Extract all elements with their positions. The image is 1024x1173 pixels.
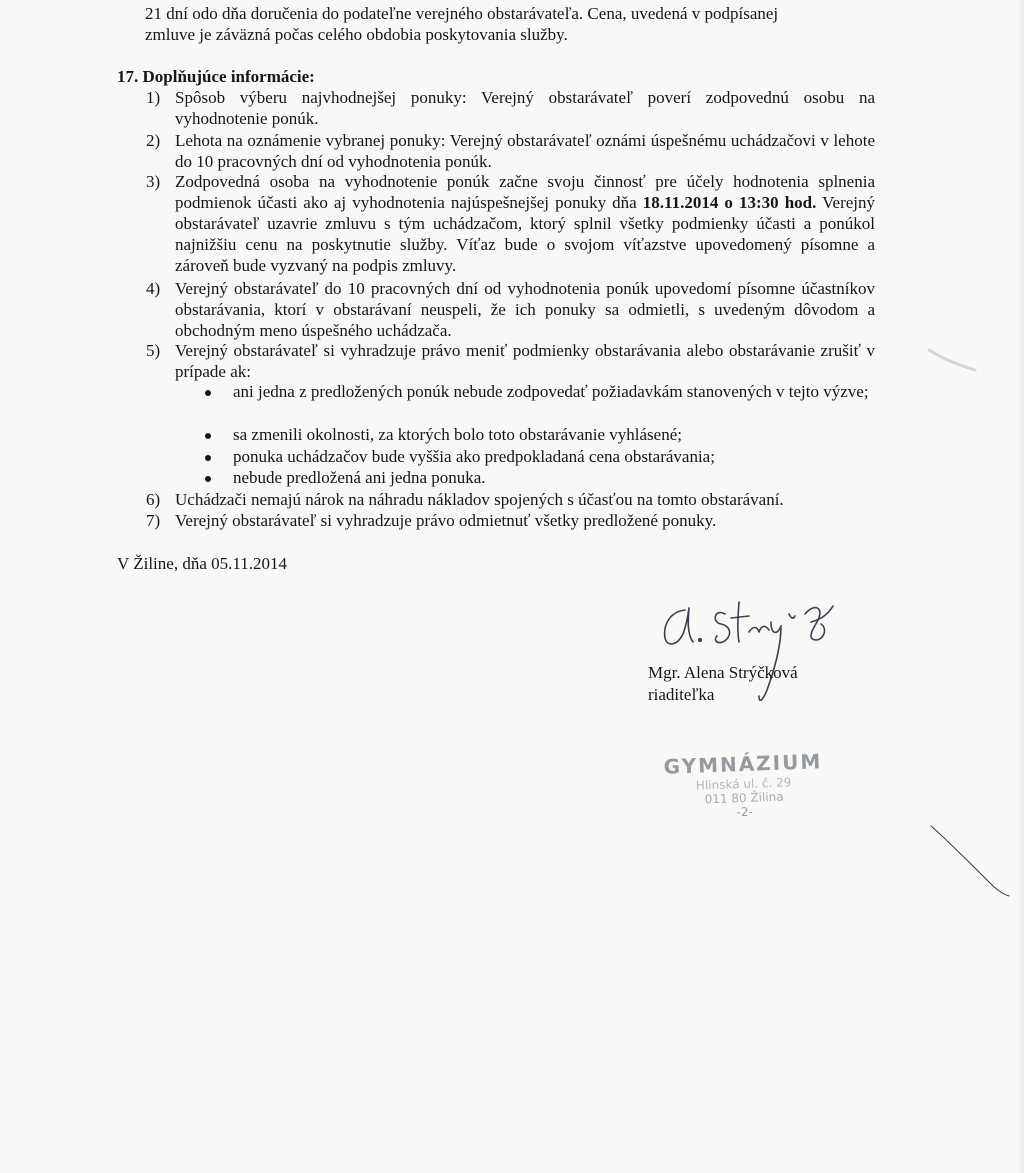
item-2-text: Lehota na oznámenie vybranej ponuky: Verejný obstarávateľ oznámi úspešnému uchádzačovi v lehote do 10 pracovných dní od vyhodnotenia ponúk. — [175, 131, 875, 171]
item-3-text-part-b: Verejný obstarávateľ uzavrie zmluvu s tým uchádzačom, ktorý splnil všetky podmienky účasti a ponúkol najnižšiu cenu na poskytnutie služby. Víťaz bude o svojom víťazstve upovedomený písomne a zároveň bude vyzvaný na podpis zmluvy. — [175, 193, 876, 275]
item-3-text — [175, 171, 875, 276]
signatory-role: riaditeľka — [648, 685, 715, 704]
item-5-bullet-4: nebude predložená ani jedna ponuka. — [233, 468, 486, 487]
item-6-number: 6) — [146, 490, 161, 509]
bullet-dot — [205, 390, 211, 396]
item-1-text: Spôsob výberu najvhodnejšej ponuky: Verejný obstarávateľ poverí zodpovednú osobu na vyhodnotenie ponúk. — [175, 88, 875, 128]
scan-artifact — [925, 820, 1015, 900]
section-heading — [117, 66, 315, 87]
intro-line-1: 21 dní odo dňa doručenia do podateľne verejného obstarávateľa. Cena, uvedená v podpísanej — [145, 4, 779, 23]
scan-artifact — [925, 340, 985, 380]
signatory-name: Mgr. Alena Strýčková — [648, 663, 798, 682]
stamp-line-3: 011 80 Žilina — [704, 789, 784, 807]
stamp-line-4: -2- — [736, 804, 754, 820]
item-4-number: 4) — [146, 279, 161, 298]
item-3-deadline: 18.11.2014 o 13:30 hod. — [642, 193, 817, 212]
item-1-number: 1) — [146, 88, 161, 107]
page-edge-right — [1016, 0, 1024, 1173]
intro-line-2: zmluve je záväzná počas celého obdobia poskytovania služby. — [145, 25, 568, 44]
item-3-number: 3) — [146, 172, 161, 191]
intro-paragraph — [145, 3, 875, 45]
bullet-dot — [205, 455, 211, 461]
item-5-text: Verejný obstarávateľ si vyhradzuje právo meniť podmienky obstarávania alebo obstarávanie zrušiť v prípade ak: — [175, 341, 875, 381]
item-7-number: 7) — [146, 511, 161, 530]
section-heading-text: 17. Doplňujúce informácie: — [117, 67, 315, 86]
bullet-dot — [205, 476, 211, 482]
item-5-bullet-2: sa zmenili okolnosti, za ktorých bolo toto obstarávanie vyhlásené; — [233, 425, 682, 444]
item-5-bullet-3: ponuka uchádzačov bude vyššia ako predpokladaná cena obstarávania; — [233, 447, 715, 466]
item-4-text: Verejný obstarávateľ do 10 pracovných dní od vyhodnotenia ponúk upovedomí písomne účastníkov obstarávania, ktorí v obstarávaní neuspeli, že ich ponuky sa odmietli, s uvedeným dôvodom a obchodným meno úspešného uchádzača. — [175, 279, 875, 340]
institution-stamp — [663, 749, 826, 839]
item-5-number: 5) — [146, 341, 161, 360]
item-3-text-part-a: Zodpovedná osoba na vyhodnotenie ponúk začne svoju činnosť pre účely hodnotenia splnenia podmienok účasti ako aj vyhodnotenia najúspešnejšej ponuky dňa — [175, 172, 875, 212]
stamp-line-1: GYMNÁZIUM — [663, 749, 823, 779]
item-7-text: Verejný obstarávateľ si vyhradzuje právo odmietnuť všetky predložené ponuky. — [175, 511, 717, 530]
item-5-bullet-1: ani jedna z predložených ponúk nebude zodpovedať požiadavkám stanovených v tejto výzve; — [233, 382, 869, 401]
place-date: V Žiline, dňa 05.11.2014 — [117, 554, 287, 573]
stamp-line-2: Hlinská ul. č. 29 — [695, 775, 792, 793]
item-6-text: Uchádzači nemajú nárok na náhradu nákladov spojených s účasťou na tomto obstarávaní. — [175, 490, 784, 509]
item-2-number: 2) — [146, 131, 161, 150]
bullet-dot — [205, 433, 211, 439]
